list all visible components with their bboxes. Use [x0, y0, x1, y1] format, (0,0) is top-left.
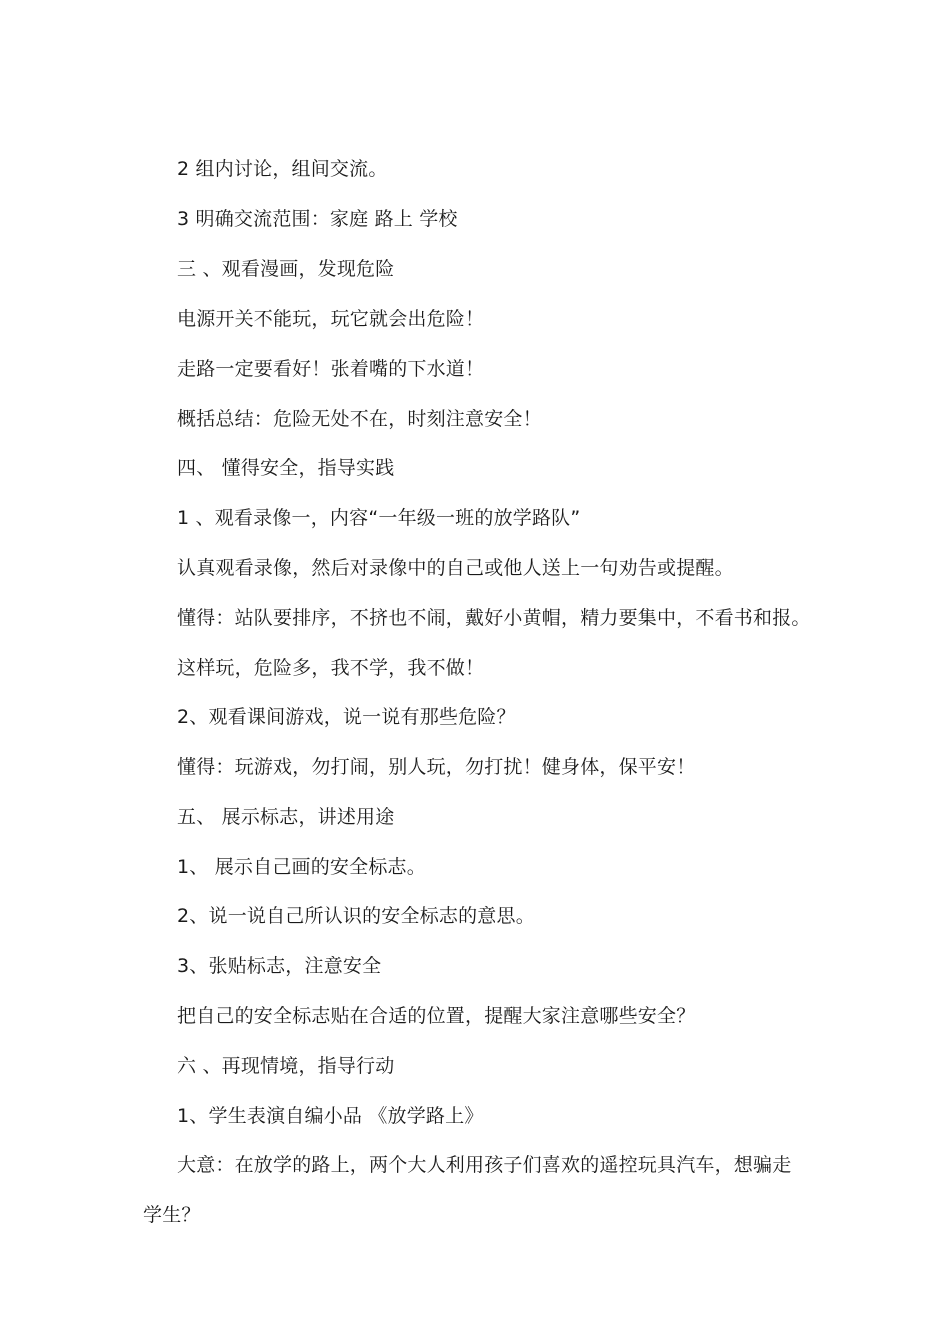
- text-line-dangerous-play: 这样玩，危险多，我不学，我不做！: [177, 657, 485, 679]
- text-line-lineup-rules: 懂得：站队要排序，不挤也不闹，戴好小黄帽，精力要集中，不看书和报。: [177, 607, 811, 629]
- text-line-skit-summary: 大意：在放学的路上，两个大人利用孩子们喜欢的遥控玩具汽车，想骗走: [177, 1154, 792, 1176]
- text-line-skit: 1、学生表演自编小品 《放学路上》: [177, 1105, 484, 1127]
- text-line-game-rules: 懂得：玩游戏，勿打闹，别人玩，勿打扰！健身体，保平安！: [177, 756, 696, 778]
- text-line-watch-video: 1 、观看录像一，内容“一年级一班的放学路队”: [177, 507, 581, 529]
- section-heading-5: 五、 展示标志，讲述用途: [177, 806, 395, 828]
- text-line-summary: 概括总结：危险无处不在，时刻注意安全！: [177, 408, 542, 430]
- text-line-exchange-scope: 3 明确交流范围：家庭 路上 学校: [177, 208, 458, 230]
- text-line-skit-summary-continued: 学生？: [143, 1204, 201, 1226]
- text-line-recess-games: 2、观看课间游戏，说一说有那些危险？: [177, 706, 516, 728]
- text-line-group-discussion: 2 组内讨论，组间交流。: [177, 158, 388, 180]
- text-line-sign-placement: 把自己的安全标志贴在合适的位置，提醒大家注意哪些安全？: [177, 1005, 696, 1027]
- section-heading-6: 六 、再现情境，指导行动: [177, 1055, 395, 1077]
- section-heading-3: 三 、观看漫画，发现危险: [177, 258, 395, 280]
- section-heading-4: 四、 懂得安全，指导实践: [177, 457, 395, 479]
- text-line-power-switch: 电源开关不能玩，玩它就会出危险！: [177, 308, 485, 330]
- text-line-post-signs: 3、张贴标志，注意安全: [177, 955, 382, 977]
- text-line-sign-meaning: 2、说一说自己所认识的安全标志的意思。: [177, 905, 535, 927]
- text-line-show-signs: 1、 展示自己画的安全标志。: [177, 856, 426, 878]
- text-line-walking: 走路一定要看好！张着嘴的下水道！: [177, 358, 485, 380]
- text-line-advice: 认真观看录像，然后对录像中的自己或他人送上一句劝告或提醒。: [177, 557, 734, 579]
